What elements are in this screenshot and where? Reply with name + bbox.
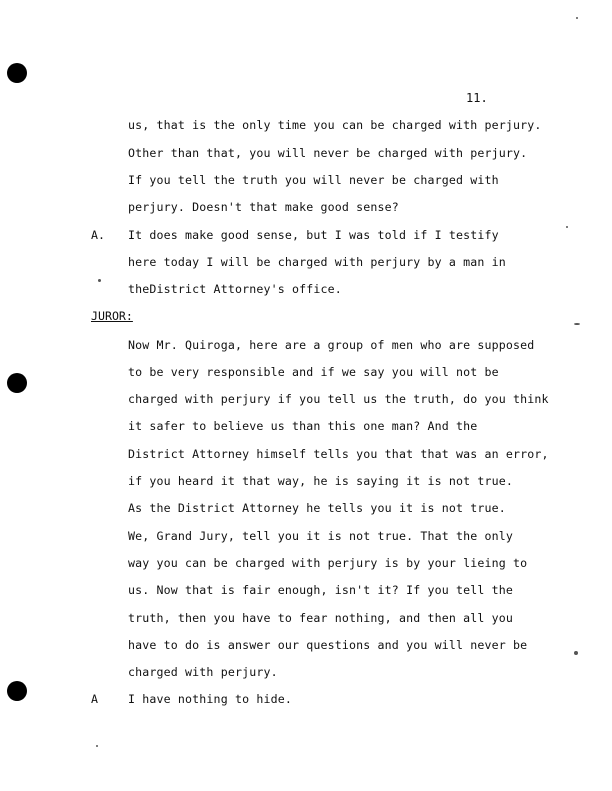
transcript-line: to be very responsible and if we say you will not be xyxy=(128,365,499,379)
transcript-line: charged with perjury if you tell us the truth, do you think xyxy=(128,392,549,406)
scan-speck xyxy=(96,745,98,747)
punch-hole-bottom xyxy=(7,681,27,701)
transcript-line: perjury. Doesn't that make good sense? xyxy=(128,200,399,214)
transcript-line: it safer to believe us than this one man? And the xyxy=(128,419,478,433)
scan-speck xyxy=(566,226,568,228)
speaker-label-answer: A xyxy=(91,692,98,706)
transcript-line: here today I will be charged with perjury by a man in xyxy=(128,255,506,269)
transcript-line: As the District Attorney he tells you it is not true. xyxy=(128,501,506,515)
transcript-line: We, Grand Jury, tell you it is not true. That the only xyxy=(128,529,514,543)
transcript-line: us, that is the only time you can be charged with perjury. xyxy=(128,118,542,132)
transcript-line: have to do is answer our questions and you will never be xyxy=(128,638,528,652)
punch-hole-middle xyxy=(7,373,27,393)
transcript-line: theDistrict Attorney's office. xyxy=(128,282,342,296)
speaker-label-juror: JUROR: xyxy=(91,309,133,323)
transcript-line: District Attorney himself tells you that that was an error, xyxy=(128,447,549,461)
transcript-line: Now Mr. Quiroga, here are a group of men who are supposed xyxy=(128,338,535,352)
transcript-line: us. Now that is fair enough, isn't it? If you tell the xyxy=(128,583,514,597)
scan-speck xyxy=(576,17,578,19)
speaker-label-answer: A. xyxy=(91,228,105,242)
transcript-line: Other than that, you will never be charged with perjury. xyxy=(128,146,528,160)
transcript-line: If you tell the truth you will never be charged with xyxy=(128,173,499,187)
transcript-line: if you heard it that way, he is saying it is not true. xyxy=(128,474,514,488)
transcript-line: charged with perjury. xyxy=(128,665,278,679)
page-number: 11. xyxy=(466,91,488,105)
transcript-line: I have nothing to hide. xyxy=(128,692,292,706)
transcript-line: way you can be charged with perjury is by your lieing to xyxy=(128,556,528,570)
punch-hole-top xyxy=(7,63,27,83)
transcript-line: truth, then you have to fear nothing, and then all you xyxy=(128,611,514,625)
scan-speck xyxy=(98,279,101,282)
scan-speck xyxy=(574,323,580,325)
transcript-line: It does make good sense, but I was told if I testify xyxy=(128,228,499,242)
scan-speck xyxy=(574,651,578,655)
